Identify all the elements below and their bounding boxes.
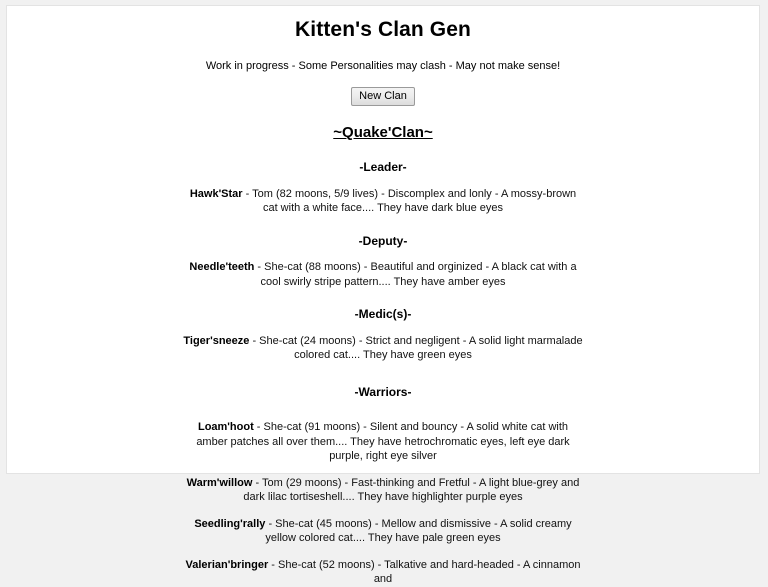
cat-entry-warrior-2 (181, 517, 585, 546)
clan-generator-document (7, 6, 759, 586)
cat-name: Hawk'Star (189, 187, 243, 200)
new-clan-button-container (7, 86, 759, 106)
cat-entry-warrior-0 (181, 420, 585, 464)
cat-description: - She-cat (52 moons) - Talkative and hard-headed - A cinnamon and (268, 558, 581, 586)
cat-name: Needle'teeth (189, 261, 255, 274)
browser-page-frame (6, 5, 760, 586)
new-clan-button[interactable]: New Clan (351, 87, 415, 106)
cat-name: Valerian'bringer (185, 558, 269, 571)
section-heading-deputy: -Deputy- (358, 233, 408, 248)
page-subtitle: Work in progress - Some Personalities may clash - May not make sense! (205, 60, 561, 73)
cat-entry-warrior-3 (181, 558, 585, 587)
cat-description: - She-cat (45 moons) - Mellow and dismissive - A solid creamy yellow colored cat.... They have pale green eyes (265, 517, 572, 545)
cat-entry-leader-0 (181, 187, 585, 216)
cat-description: - Tom (82 moons, 5/9 lives) - Discomplex and lonly - A mossy-brown cat with a white face.... They have dark blue eyes (242, 187, 577, 215)
section-heading-warriors: -Warriors- (354, 384, 412, 399)
cat-entry-warrior-1 (181, 476, 585, 505)
cat-name: Seedling'rally (194, 517, 266, 530)
cat-name: Warm'willow (186, 476, 253, 489)
cat-name: Loam'hoot (197, 421, 254, 434)
cat-description: - She-cat (24 moons) - Strict and negligent - A solid light marmalade colored cat.... They have green eyes (249, 334, 583, 362)
cat-description: - She-cat (91 moons) - Silent and bouncy - A solid white cat with amber patches all over them.... They have hetrochromatic eyes, left eye dark purple, right eye silver (196, 421, 570, 463)
cat-entry-deputy-0 (181, 260, 585, 289)
cat-description: - Tom (29 moons) - Fast-thinking and Fretful - A light blue-grey and dark lilac tortiseshell.... They have highlighter purple eyes (243, 476, 580, 504)
section-heading-medics: -Medic(s)- (354, 307, 412, 322)
section-heading-leader: -Leader- (359, 160, 407, 175)
cat-description: - She-cat (88 moons) - Beautiful and orginized - A black cat with a cool swirly stripe pattern.... They have amber eyes (254, 261, 577, 288)
clan-name-heading: ~Quake'Clan~ (333, 124, 433, 142)
cat-name: Tiger'sneeze (183, 334, 250, 347)
page-title: Kitten's Clan Gen (295, 18, 471, 41)
cat-entry-medic-0 (181, 334, 585, 363)
